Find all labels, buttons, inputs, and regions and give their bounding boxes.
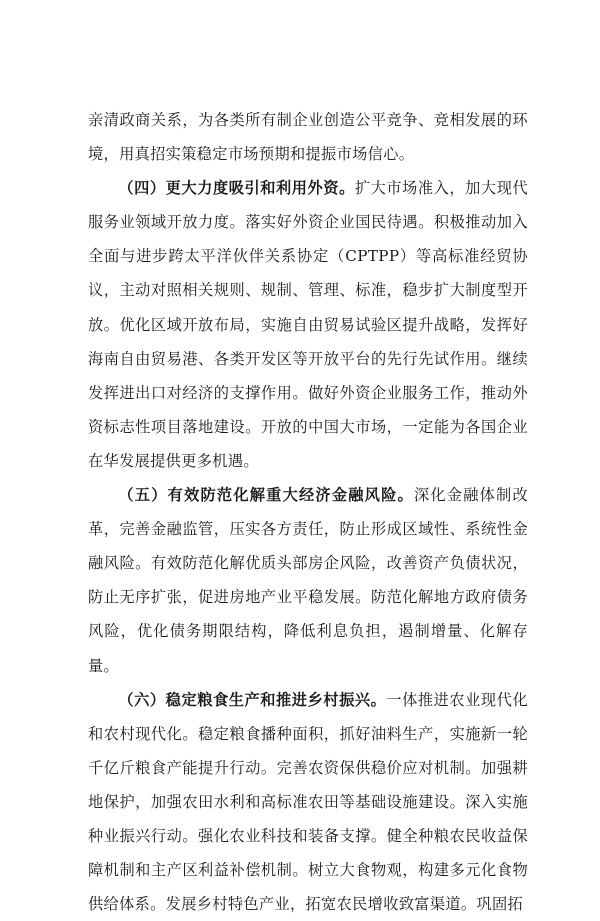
document-page: [88, 103, 528, 921]
section-heading-4: （四）更大力度吸引和利用外资。: [118, 179, 355, 198]
section-heading-5: （五）有效防范化解重大经济金融风险。: [118, 486, 414, 505]
paragraph-text: 扩大市场准入，加大现代服务业领域开放力度。落实好外资企业国民待遇。积极推动加入全面与进步跨太平洋伙伴关系协定（CPTPP）等高标准经贸协议，主动对照相关规则、规制、管理、标准，稳步扩大制度型开放。优化区域开放布局，实施自由贸易试验区提升战略，发挥好海南自由贸易港、各类开发区等开放平台的先行先试作用。继续发挥进出口对经济的支撑作用。做好外资企业服务工作，推动外资标志性项目落地建设。开放的中国大市场，一定能为各国企业在华发展提供更多机遇。: [88, 179, 528, 470]
paragraph-grain-rural: [88, 683, 528, 921]
paragraph-continued: [88, 103, 528, 171]
paragraph-text: 深化金融体制改革，完善金融监管，压实各方责任，防止形成区域性、系统性金融风险。有效防范化解优质头部房企风险，改善资产负债状况，防止无序扩张，促进房地产业平稳发展。防范化解地方政府债务风险，优化债务期限结构，降低利息负担，遏制增量、化解存量。: [88, 486, 528, 675]
section-heading-6: （六）稳定粮食生产和推进乡村振兴。: [118, 690, 387, 709]
paragraph-foreign-investment: [88, 171, 528, 478]
paragraph-text: 亲清政商关系，为各类所有制企业创造公平竞争、竞相发展的环境，用真招实策稳定市场预期和提振市场信心。: [88, 111, 528, 164]
paragraph-financial-risk: [88, 478, 528, 683]
paragraph-text: 一体推进农业现代化和农村现代化。稳定粮食播种面积，抓好油料生产，实施新一轮千亿斤粮食产能提升行动。完善农资保供稳价应对机制。加强耕地保护，加强农田水利和高标准农田等基础设施建设。深入实施种业振兴行动。强化农业科技和装备支撑。健全种粮农民收益保障机制和主产区利益补偿机制。树立大食物观，构建多元化食物供给体系。发展乡村特色产业，拓宽农民增收致富渠道。巩固拓: [88, 690, 528, 914]
